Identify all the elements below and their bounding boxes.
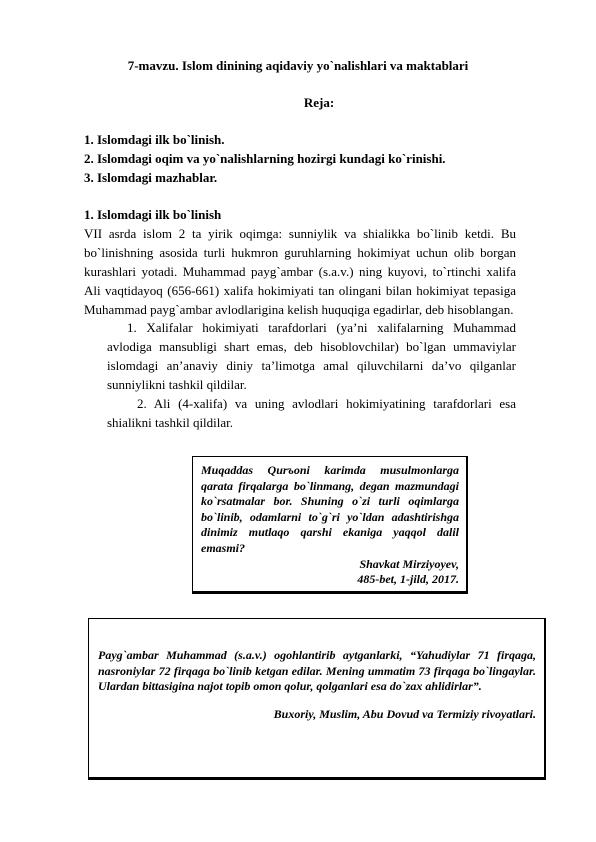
hadith-text: Payg`ambar Muhammad (s.a.v.) ogohlantirib aytganlarki, “Yahudiylar 71 firqaga, nasroniylar 72 firqaga bo`linib ketgan edilar. Mening ummatim 73 firqaga bo`lingaylar. Ulardan bittasigina najot topib omon qolur, qolganlari esa do`zax ahlidirlar”. — [98, 648, 536, 694]
section-heading: 1. Islomdagi ilk bo`linish — [84, 207, 222, 222]
plan-item: 2. Islomdagi oqim va yo`nalishlarning hozirgi kundagi ko`rinishi. — [84, 151, 446, 166]
quote-box — [192, 456, 468, 594]
plan-item: 3. Islomdagi mazhablar. — [84, 170, 218, 185]
quote-citation: 485-bet, 1-jild, 2017. — [357, 572, 459, 587]
section-paragraph: VII asrda islom 2 ta yirik oqimga: sunniylik va shialikka bo`linib ketdi. Bu bo`linishning asosida turli hukmron guruhlarning hokimiyat uchun olib borgan kurashlari yotadi. Muhammad payg`ambar (s.a.v.) ning kuyovi, to`rtinchi xalifa Ali vaqtidayoq (656-661) xalifa hokimiyati tan olingani bilan hokimiyat tepasiga Muhammad payg`ambar avlodlarigina kelish huquqiga egadirlar, deb hisoblangan. — [84, 226, 516, 317]
quote-author: Shavkat Mirziyoyev, — [359, 556, 459, 571]
list-item-sunni: 1. Xalifalar hokimiyati tarafdorlari (ya’ni xalifalarning Muhammad avlodiga mansubligi shart emas, deb hisoblovchilar) bo`lgan ummaviylar islomdagi an’anaviy diniy ta’limotga amal qiluvchilarni da’vo qilganlar sunniylikni tashkil qildilar. — [107, 320, 516, 392]
plan-item: 1. Islomdagi ilk bo`linish. — [84, 132, 225, 147]
list-item-shia: 2. Ali (4-xalifa) va uning avlodlari hokimiyatining tarafdorlari esa shialikni tashkil qildilar. — [107, 396, 516, 430]
plan-list — [84, 130, 446, 187]
quote-text: Muqaddas Qurъoni karimda musulmonlarga qarata firqalarga bo`linmang, degan mazmundagi ko`rsatmalar bor. Shuning o`zi turli oqimlarga bo`linib, odamlarni to`g`ri yo`ldan adashtirishga dinimiz mutlaqo qarshi ekaniga yaqqol dalil emasmi? — [201, 463, 459, 555]
page-title: 7-mavzu. Islom dinining aqidaviy yo`nalishlari va maktablari — [127, 58, 469, 73]
hadith-box — [88, 618, 546, 780]
plan-heading: Reja: — [303, 95, 335, 110]
hadith-source: Buxoriy, Muslim, Abu Dovud va Termiziy rivoyatlari. — [273, 706, 536, 721]
